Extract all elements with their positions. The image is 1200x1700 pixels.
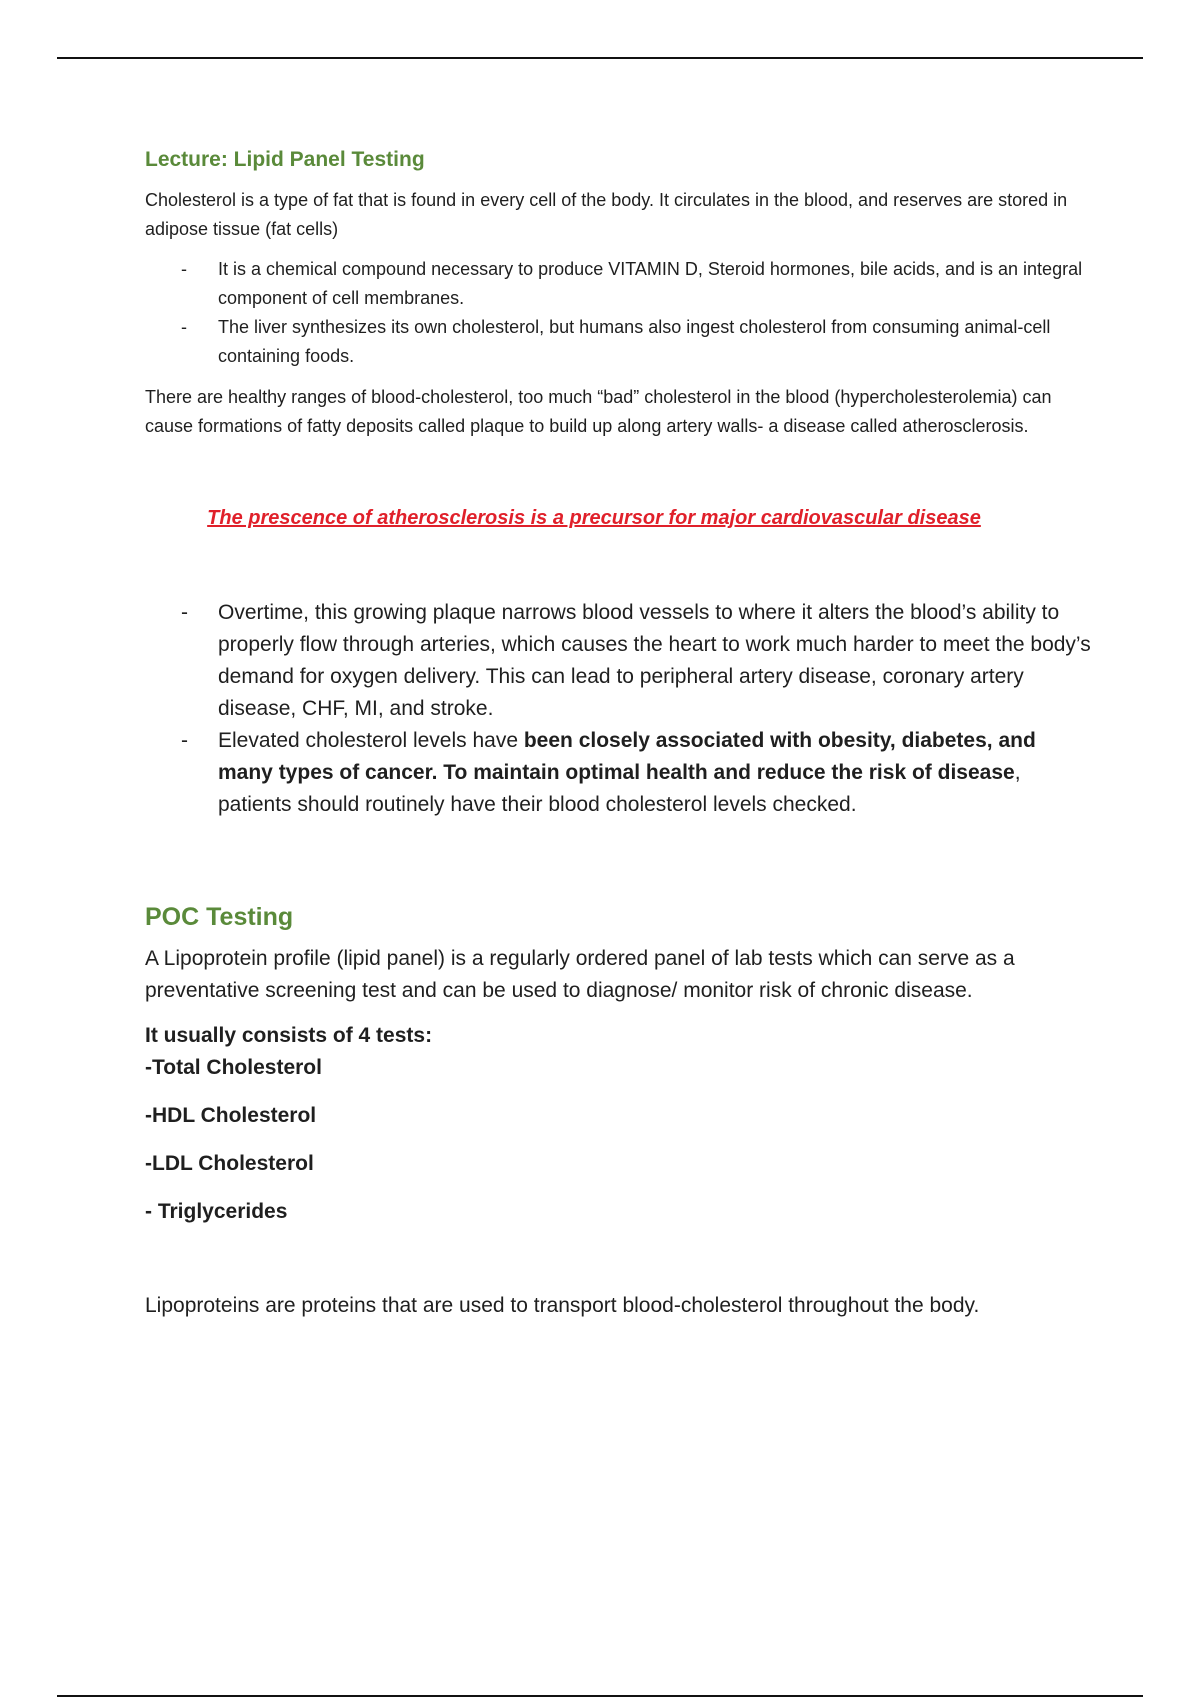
- tests-intro: It usually consists of 4 tests:: [145, 1024, 433, 1047]
- lecture-heading: Lecture: Lipid Panel Testing: [145, 148, 425, 171]
- lecture-bullet-list: [145, 255, 1095, 371]
- list-item: [145, 725, 1095, 821]
- bullet-marker: -: [181, 601, 188, 624]
- document-body: [145, 142, 1095, 1322]
- poc-testing-heading: POC Testing: [145, 903, 294, 931]
- test-item-ldl-cholesterol: -LDL Cholesterol: [145, 1152, 314, 1175]
- lipoproteins-paragraph: Lipoproteins are proteins that are used to transport blood-cholesterol throughout the body.: [145, 1294, 980, 1317]
- lecture-intro-paragraph: Cholesterol is a type of fat that is found in every cell of the body. It circulates in the blood, and reserves are stored in adipose tissue (fat cells): [145, 190, 1068, 239]
- test-item-total-cholesterol: -Total Cholesterol: [145, 1056, 322, 1079]
- poc-intro-paragraph: A Lipoprotein profile (lipid panel) is a regularly ordered panel of lab tests which can serve as a preventative screening test and can be used to diagnose/ monitor risk of chronic disease.: [145, 947, 1015, 1002]
- bullet-marker: -: [181, 259, 187, 279]
- list-item: [145, 597, 1095, 725]
- bullet-marker: -: [181, 729, 188, 752]
- list-item: [145, 255, 1095, 313]
- cardiovascular-bullet-list: [145, 597, 1095, 821]
- bullet-text-lead: Elevated cholesterol levels have: [218, 729, 524, 752]
- bullet-text-tail: , patients should routinely have their blood cholesterol levels checked.: [218, 761, 1021, 816]
- list-item: [145, 313, 1095, 371]
- test-item-hdl-cholesterol: -HDL Cholesterol: [145, 1104, 317, 1127]
- test-item-triglycerides: - Triglycerides: [145, 1200, 288, 1223]
- footer-rule: [57, 1695, 1143, 1697]
- bullet-marker: -: [181, 317, 187, 337]
- bullet-text: It is a chemical compound necessary to produce VITAMIN D, Steroid hormones, bile acids, and is an integral component of cell membranes.: [218, 259, 1083, 308]
- bullet-text-bold: been closely associated with obesity, diabetes, and many types of cancer. To maintain optimal health and reduce the risk of disease: [218, 729, 1036, 784]
- atherosclerosis-callout: The prescence of atherosclerosis is a precursor for major cardiovascular disease: [207, 507, 981, 529]
- header-rule: [57, 57, 1143, 59]
- healthy-ranges-paragraph: There are healthy ranges of blood-cholesterol, too much “bad” cholesterol in the blood (hypercholesterolemia) can cause formations of fatty deposits called plaque to build up along artery walls- a disease called atherosclerosis.: [145, 387, 1052, 436]
- bullet-text: The liver synthesizes its own cholesterol, but humans also ingest cholesterol from consuming animal-cell containing foods.: [218, 317, 1051, 366]
- bullet-text: Overtime, this growing plaque narrows blood vessels to where it alters the blood’s ability to properly flow through arteries, which causes the heart to work much harder to meet the body’s demand for oxygen delivery. This can lead to peripheral artery disease, coronary artery disease, CHF, MI, and stroke.: [218, 601, 1091, 720]
